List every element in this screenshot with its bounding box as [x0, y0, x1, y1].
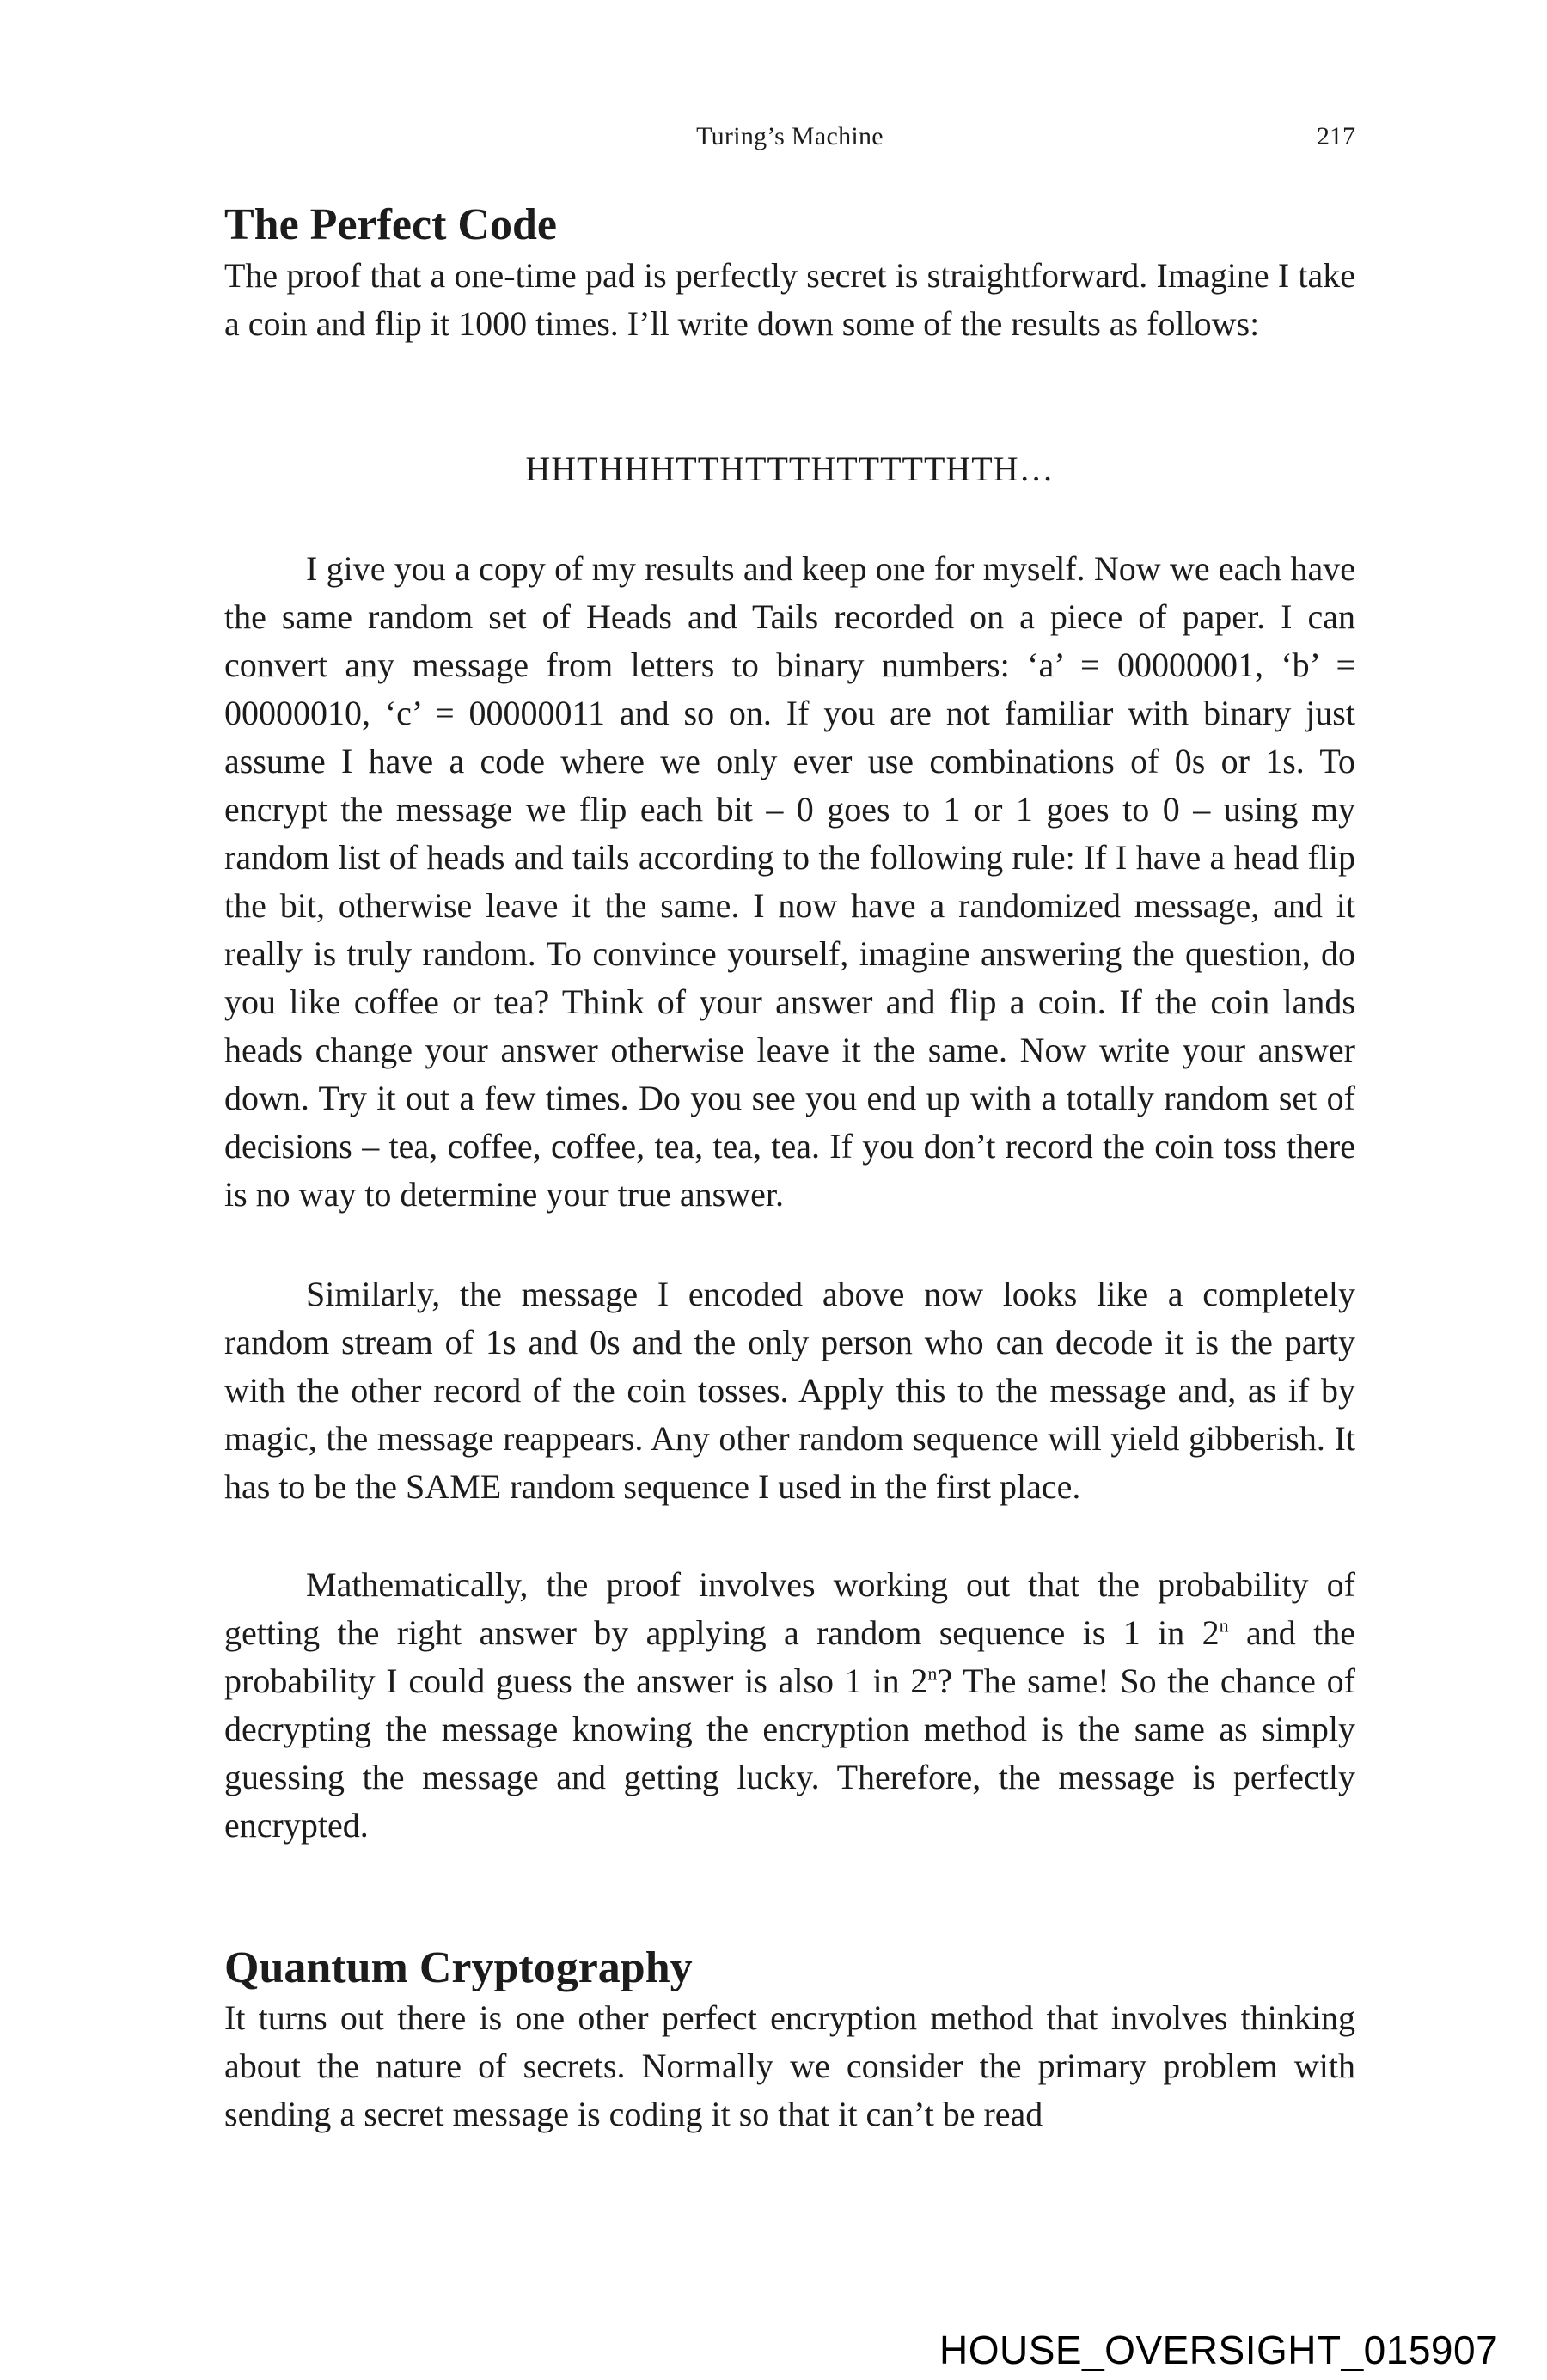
section-heading-perfect-code: The Perfect Code: [224, 200, 557, 249]
paragraph-quantum-intro: It turns out there is one other perfect encryption method that involves thinking about the nature of secrets. Normally we consider the primary problem with sending a secret message is coding it so that it can’t be read: [224, 1998, 1355, 2133]
probability-text-3: ? The same! So the chance of decrypting the message knowing the encryption method is the same as simply guessing the message and getting lucky. Therefore, the message is perfectly encrypted.: [224, 1661, 1355, 1845]
probability-text-1: Mathematically, the proof involves working out that the probability of getting the right answer by applying a random sequence is 1 in 2: [224, 1565, 1355, 1652]
running-head-title: Turing’s Machine: [696, 122, 884, 150]
document-id-stamp: HOUSE_OVERSIGHT_015907: [939, 2328, 1499, 2372]
coin-toss-sequence: HHTHHHTTHTTTHTTTTTHTH…: [525, 450, 1055, 488]
paragraph-intro: The proof that a one-time pad is perfectly secret is straightforward. Imagine I take a coin and flip it 1000 times. I’ll write down some of the results as follows:: [224, 256, 1355, 343]
section-heading-quantum-cryptography: Quantum Cryptography: [224, 1943, 693, 1992]
paragraph-decoding: Similarly, the message I encoded above now looks like a completely random stream of 1s and 0s and the only person who can decode it is the party with the other record of the coin tosses. Apply this to the message and, as if by magic, the message reappears. Any other random sequence will yield gibberish. It has to be the SAME random sequence I used in the first place.: [224, 1275, 1355, 1506]
running-head: [224, 122, 1355, 156]
paragraph-encryption-explanation: I give you a copy of my results and keep one for myself. Now we each have the same random set of Heads and Tails recorded on a piece of paper. I can convert any message from letters to binary numbers: ‘a’ = 00000001, ‘b’ = 00000010, ‘c’ = 00000011 and so on. If you are not familiar with binary just assume I have a code where we only ever use combinations of 0s or 1s. To encrypt the message we flip each bit – 0 goes to 1 or 1 goes to 0 – using my random list of heads and tails according to the following rule: If I have a head flip the bit, otherwise leave it the same. I now have a randomized message, and it really is truly random. To convince yourself, imagine answering the question, do you like coffee or tea? Think of your answer and flip a coin. If the coin lands heads change your answer otherwise leave it the same. Now write your answer down. Try it out a few times. Do you see you end up with a totally random set of decisions – tea, coffee, coffee, tea, tea, tea. If you don’t record the coin toss there is no way to determine your true answer.: [224, 549, 1355, 1214]
exponent-n-1: n: [1219, 1614, 1229, 1637]
page-number: 217: [1317, 122, 1355, 150]
paragraph-probability-proof: [224, 1561, 1355, 1850]
probability-text-2: and the probability I could guess the answer is also 1 in 2: [224, 1613, 1356, 1700]
exponent-n-2: n: [927, 1662, 938, 1685]
